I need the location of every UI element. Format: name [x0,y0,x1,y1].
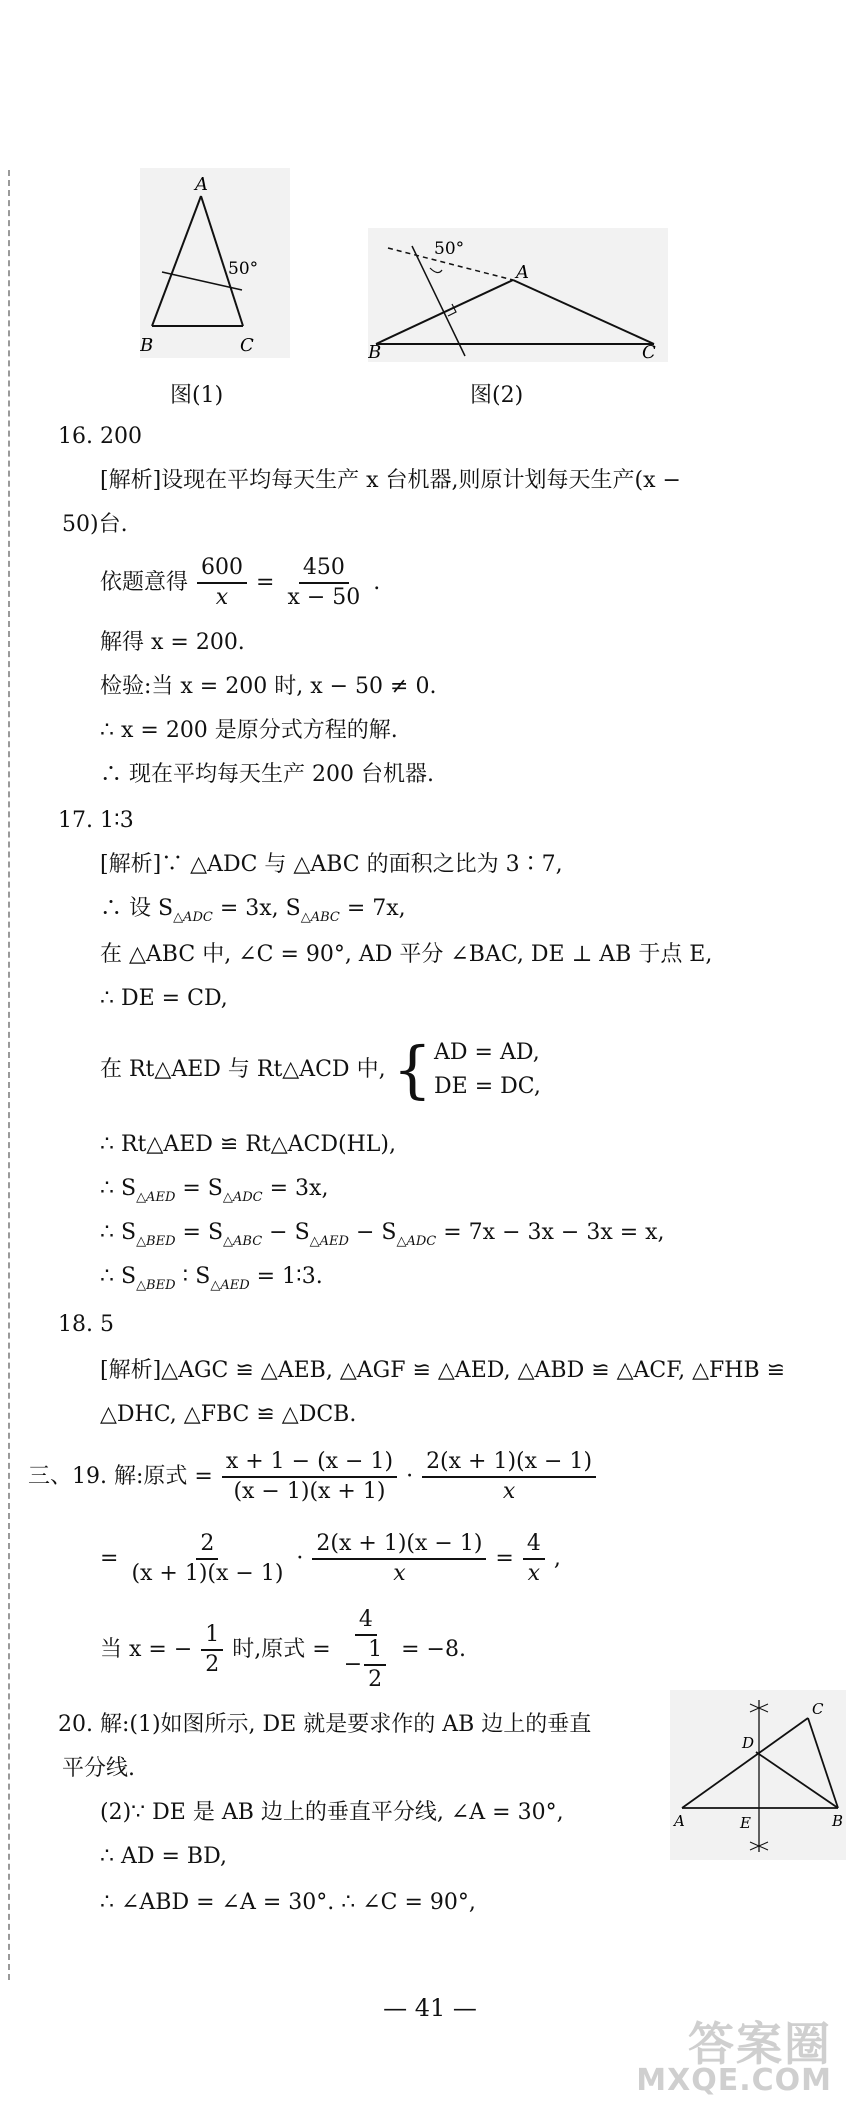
q17-l7-a: ∴ S [100,1176,137,1201]
q17-l9-a: ∴ S [100,1264,137,1289]
q19-l2-f3-numerator: 4 [523,1530,545,1560]
q16-line-5: 检验:当 x = 200 时, x − 50 ≠ 0. [100,674,437,699]
q17-l8-sub-2: △ABC [223,1234,263,1249]
q17-line-4: ∴ DE = CD, [100,986,228,1011]
fig2-label-b: B [368,342,382,362]
q19-l2-f1-numerator: 2 [196,1530,218,1560]
q19-f1-numerator: x + 1 − (x − 1) [222,1448,397,1478]
q17-brace: { [392,1033,433,1106]
q19-fraction-1 [222,1448,397,1506]
fig1-label-b: B [140,335,154,356]
left-dashed-border [8,170,10,1980]
figure-q20 [670,1690,846,1860]
fig20-label-a: A [674,1812,685,1830]
q19-l3-nested-fraction [364,1636,386,1694]
page-number: — 41 — [383,1994,477,2022]
q16-line-6: ∴ x = 200 是原分式方程的解. [100,718,398,743]
figure-2 [368,228,668,362]
q17-equation-system [392,1033,541,1106]
figure-1 [140,168,290,358]
q17-l2-b: = 3x, S [212,896,301,921]
q17-l8-c: − S [262,1220,310,1245]
q20-line-4: ∴ AD = BD, [100,1844,227,1869]
q19-l3-nested-numerator: 1 [364,1636,386,1666]
q19-l2-fraction-2 [312,1530,486,1588]
fig1-label-a: A [195,174,208,195]
watermark-logo-text: 答案圈 [688,2017,832,2071]
q17-l9-c: = 1∶3. [249,1264,323,1289]
q17-line-9 [100,1262,323,1301]
q19-l3-f1-denominator: 2 [205,1652,220,1677]
q17-l8-b: = S [175,1220,224,1245]
q16-line-3-prefix: 依题意得 [100,570,189,595]
q17-line-5 [100,1033,541,1106]
q19-line-1 [28,1448,598,1506]
q17-line-2 [100,894,406,933]
q17-line-7 [100,1174,328,1213]
q19-l3-f2-numerator: 4 [355,1606,377,1636]
q17-l7-c: = 3x, [262,1176,329,1201]
q19-l2-equals-2: = [495,1546,514,1571]
q16-line-1: [解析]设现在平均每天生产 x 台机器,则原计划每天生产(x − [100,468,681,493]
watermark [622,2008,832,2098]
q19-fraction-2 [422,1448,596,1506]
q16-equals: = [256,570,275,595]
q17-line-6: ∴ Rt△AED ≌ Rt△ACD(HL), [100,1132,396,1157]
q19-l2-fraction-1 [127,1530,287,1588]
q17-title: 17. 1∶3 [58,808,134,833]
q18-line-1: [解析]△AGC ≌ △AEB, △AGF ≌ △AED, △ABD ≌ △ACF, △FHB ≌ [100,1358,786,1383]
q19-l2-fraction-3 [523,1530,545,1588]
q17-l8-sub-1: △BED [136,1234,176,1249]
watermark-url: MXQE.COM [636,2063,832,2098]
q17-l8-sub-4: △ADC [396,1234,437,1249]
q17-l9-b: ∶ S [175,1264,211,1289]
q19-dot: · [406,1464,414,1489]
q17-l9-sub-1: △BED [136,1278,176,1293]
q20-line-5: ∴ ∠ABD = ∠A = 30°. ∴ ∠C = 90°, [100,1890,476,1915]
q17-l8-d: − S [348,1220,397,1245]
q19-f1-denominator: (x − 1)(x + 1) [233,1479,386,1504]
fig2-angle-label: 50° [434,239,465,259]
fig20-label-b: B [832,1812,844,1830]
fig20-label-d: D [742,1734,755,1752]
q17-line-1: [解析]∵ △ADC 与 △ABC 的面积之比为 3∶7, [100,852,563,877]
q17-l2-sub-1: △ADC [173,910,213,925]
q17-l5-prefix: 在 Rt△AED 与 Rt△ACD 中, [100,1057,386,1082]
fig20-label-c: C [812,1700,824,1718]
q19-l3-fraction-2 [340,1606,392,1694]
q17-l2-sub-2: △ABC [300,910,340,925]
q20-line-2: 平分线. [62,1756,135,1781]
q17-line-3: 在 △ABC 中, ∠C = 90°, AD 平分 ∠BAC, DE ⊥ AB 于点 E, [100,942,713,967]
q16-line-7: ∴ 现在平均每天生产 200 台机器. [100,762,434,787]
q17-system-line-1: AD = AD, [434,1040,540,1065]
fig1-label-c: C [240,335,254,356]
q19-l3-prefix: 当 x = − [100,1637,193,1662]
q16-line-3-end: . [373,570,381,595]
fig1-angle-label: 50° [228,259,259,279]
q19-prefix: 三、19. 解:原式 = [28,1464,213,1489]
q20-line-3: (2)∵ DE 是 AB 边上的垂直平分线, ∠A = 30°, [100,1800,564,1825]
q20-line-1: 20. 解:(1)如图所示, DE 就是要求作的 AB 边上的垂直 [58,1712,592,1737]
q16-line-4: 解得 x = 200. [100,630,245,655]
q19-l2-end: , [553,1546,561,1571]
q17-l8-e: = 7x − 3x − 3x = x, [436,1220,665,1245]
q19-line-2 [100,1530,561,1588]
q17-line-8 [100,1218,665,1257]
fig2-label-c: C [642,342,656,362]
q19-l3-minus: − [343,1652,363,1677]
q19-f2-numerator: 2(x + 1)(x − 1) [422,1448,596,1478]
q16-title: 16. 200 [58,424,142,449]
q16-fraction-1 [197,554,247,612]
q19-l2-equals: = [100,1546,119,1571]
q19-l3-f2-denominator [340,1636,392,1694]
fig2-label-a: A [516,262,529,283]
fig20-label-e: E [740,1814,751,1832]
q19-l2-f3-denominator: x [527,1561,541,1586]
q17-l7-sub-1: △AED [136,1190,176,1205]
q16-line-3 [100,554,380,612]
q19-line-3 [100,1606,466,1694]
q17-l9-sub-2: △AED [210,1278,250,1293]
q19-l3-mid: 时,原式 = [232,1637,331,1662]
q16-line-2: 50)台. [62,512,128,537]
q19-l2-dot: · [296,1546,304,1571]
q19-l2-f2-numerator: 2(x + 1)(x − 1) [312,1530,486,1560]
q19-l2-f2-denominator: x [393,1561,406,1586]
q19-l3-fraction-1 [201,1621,223,1679]
q17-l8-a: ∴ S [100,1220,137,1245]
q16-f2-numerator: 450 [299,554,349,584]
figure-1-caption: 图(1) [170,383,224,408]
q16-f1-denominator: x [215,585,229,610]
q17-l2-a: ∴ 设 S [100,896,174,921]
q17-l2-c: = 7x, [339,896,406,921]
q19-l3-end: = −8. [401,1637,466,1662]
q18-line-2: △DHC, △FBC ≌ △DCB. [100,1402,357,1427]
q19-f2-denominator: x [502,1479,516,1504]
q16-f1-numerator: 600 [197,554,247,584]
q19-l2-f1-denominator: (x + 1)(x − 1) [131,1561,284,1586]
q19-l3-f1-numerator: 1 [201,1621,223,1651]
q17-l7-b: = S [175,1176,223,1201]
q17-l8-sub-3: △AED [309,1234,349,1249]
q16-f2-denominator: x − 50 [287,585,361,610]
q17-system-line-2: DE = DC, [434,1074,541,1099]
q18-title: 18. 5 [58,1312,114,1337]
q16-fraction-2 [283,554,364,612]
q19-l3-nested-denominator: 2 [368,1667,383,1692]
figure-2-caption: 图(2) [470,383,524,408]
q17-l7-sub-2: △ADC [222,1190,263,1205]
